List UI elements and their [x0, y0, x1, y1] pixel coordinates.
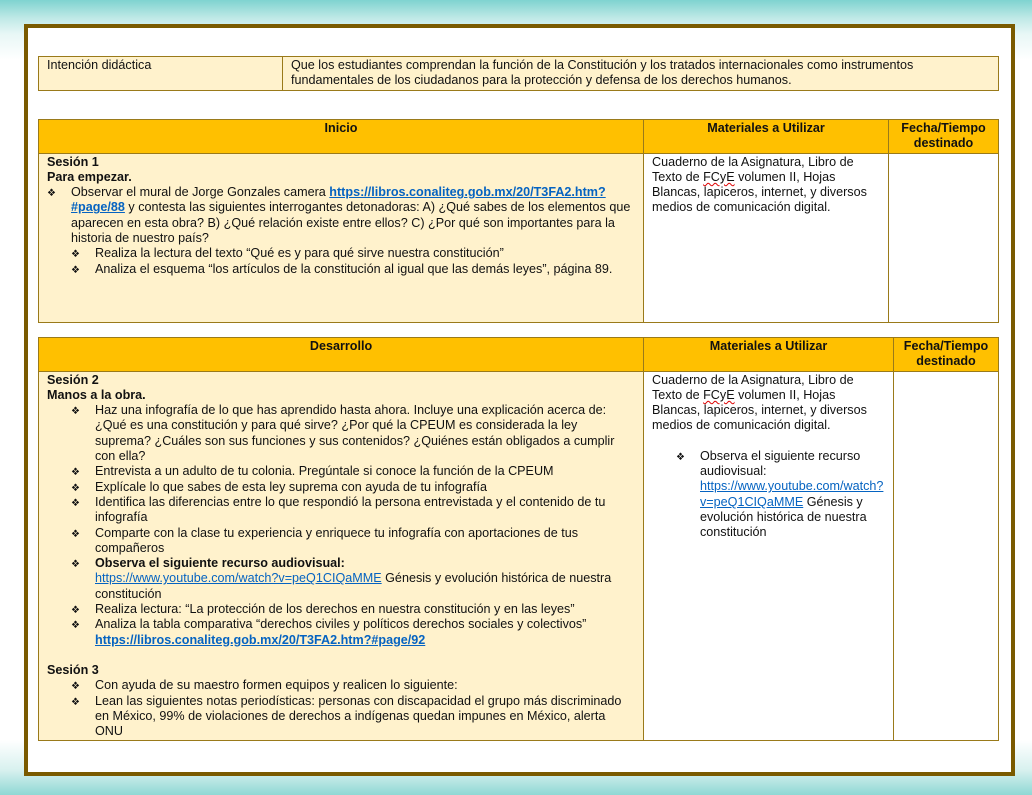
header-fecha: Fecha/Tiempo destinado — [889, 120, 999, 154]
intent-label: Intención didáctica — [39, 57, 283, 91]
list-item: ❖ Realiza lectura: “La protección de los derechos en nuestra constitución y en las leyes” — [71, 602, 635, 617]
desarrollo-table — [38, 337, 999, 741]
desarrollo-fecha — [894, 371, 999, 741]
list-item: ❖ Analiza la tabla comparativa “derechos civiles y políticos derechos sociales y colectivos” https://libros.conaliteg.gob.mx/20/T3FA2.htm?#page/92 — [71, 617, 635, 648]
desarrollo-materials: Cuaderno de la Asignatura, Libro de Texto de FCyE volumen II, Hojas Blancas, lapiceros, internet, y diversos medios de comunicación digital. ❖ Observa el siguiente recurso audiovisual: https://www.youtube.com/watch?v=peQ1CIQaMME Génesis y evolución histórica de nuestra constitución — [644, 371, 894, 741]
intent-table — [38, 56, 999, 91]
youtube-link[interactable]: https://www.youtube.com/watch?v=peQ1CIQaMME — [95, 571, 382, 586]
session-title: Sesión 1 — [47, 154, 99, 169]
list-item: ❖ Observar el mural de Jorge Gonzales camera https://libros.conaliteg.gob.mx/20/T3FA2.htm?#page/88 y contesta las siguientes interrogantes detonadoras: A) ¿Qué sabes de los elementos que aparecen en esta obra? B) ¿Qué relación existe entre ellos? C) ¿Por qué son importantes para la historia de nuestro país? — [47, 185, 635, 246]
header-fecha: Fecha/Tiempo destinado — [894, 338, 999, 372]
header-inicio: Inicio — [39, 120, 644, 154]
list-item: ❖ Lean las siguientes notas periodísticas: personas con discapacidad el grupo más discriminado en México, 99% de violaciones de derechos a indígenas quedan impunes en México, alerta ONU — [71, 694, 635, 740]
youtube-link[interactable]: https://www.youtube.com/watch?v=peQ1CIQaMME — [700, 479, 884, 509]
session-subtitle: Para empezar. — [47, 169, 132, 184]
libros-link-92[interactable]: https://libros.conaliteg.gob.mx/20/T3FA2.htm?#page/92 — [95, 632, 426, 647]
inicio-table — [38, 119, 999, 323]
header-desarrollo: Desarrollo — [39, 338, 644, 372]
list-item: ❖ Analiza el esquema “los artículos de la constitución al igual que las demás leyes”, página 89. — [71, 262, 635, 277]
list-item: ❖ Comparte con la clase tu experiencia y enriquece tu infografía con aportaciones de tus compañeros — [71, 526, 635, 557]
session-title: Sesión 2 — [47, 372, 99, 387]
header-materiales: Materiales a Utilizar — [644, 338, 894, 372]
list-item: ❖ Entrevista a un adulto de tu colonia. Pregúntale si conoce la función de la CPEUM — [71, 464, 635, 479]
list-item: ❖ Observa el siguiente recurso audiovisual: https://www.youtube.com/watch?v=peQ1CIQaMME Génesis y evolución histórica de nuestra constitución — [71, 556, 635, 602]
list-item: ❖ Haz una infografía de lo que has aprendido hasta ahora. Incluye una explicación acerca de: ¿Qué es una constitución y para qué sirve? ¿Por qué la CPEUM es considerada la ley suprema? ¿Cuáles son sus funciones y sus contenidos? ¿Quiénes están obligados a cumplir con ella? — [71, 403, 635, 464]
list-item: ❖ Con ayuda de su maestro formen equipos y realicen lo siguiente: — [71, 678, 635, 693]
list-item: ❖ Realiza la lectura del texto “Qué es y para qué sirve nuestra constitución” — [71, 246, 635, 261]
inicio-materials: Cuaderno de la Asignatura, Libro de Texto de FCyE volumen II, Hojas Blancas, lapiceros, internet, y diversos medios de comunicación digital. — [644, 153, 889, 322]
inicio-fecha — [889, 153, 999, 322]
inicio-content — [39, 153, 644, 322]
list-item: ❖ Explícale lo que sabes de esta ley suprema con ayuda de tu infografía — [71, 480, 635, 495]
header-materiales: Materiales a Utilizar — [644, 120, 889, 154]
desarrollo-content — [39, 371, 644, 741]
libros-link-88[interactable]: https://libros.conaliteg.gob.mx/20/T3FA2.htm?#page/88 — [71, 185, 606, 215]
list-item: ❖ Observa el siguiente recurso audiovisual: https://www.youtube.com/watch?v=peQ1CIQaMME Génesis y evolución histórica de nuestra constitución — [676, 449, 885, 541]
list-item: ❖ Identifica las diferencias entre lo que respondió la persona entrevistada y el contenido de tu infografía — [71, 495, 635, 526]
session-subtitle: Manos a la obra. — [47, 387, 146, 402]
intent-text: Que los estudiantes comprendan la función de la Constitución y los tratados internacionales como instrumentos fundamentales de los ciudadanos para la protección y defensa de los derechos humanos. — [283, 57, 999, 91]
session-title: Sesión 3 — [47, 662, 99, 677]
